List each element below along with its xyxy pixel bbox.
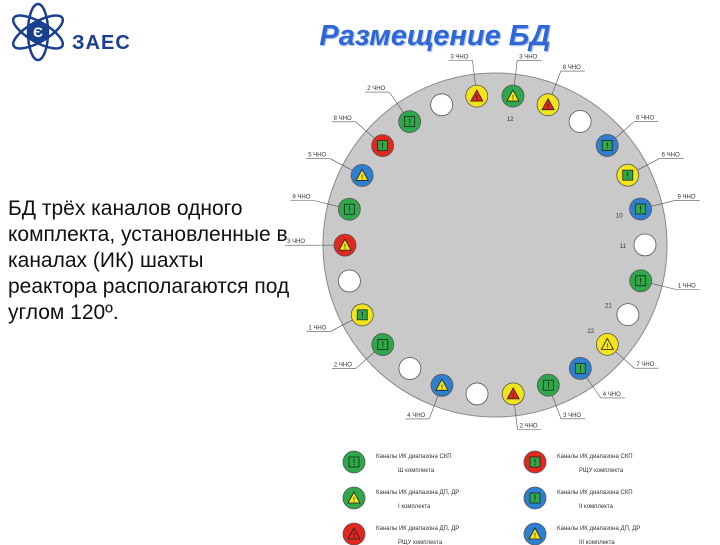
channel-label: 1 ЧНО — [308, 326, 326, 332]
channel-label: 3 ЧНО — [563, 413, 581, 419]
channel-sensor-icon-mark: ! — [579, 364, 581, 373]
channel-sensor-icon-mark: ! — [476, 95, 478, 102]
legend-sensor-icon-mark: ! — [353, 533, 355, 540]
company-logo — [6, 4, 136, 62]
channel-circle — [399, 358, 421, 380]
svg-text:Є: Є — [33, 24, 43, 40]
legend-label: Каналы ИК диапазона СКП — [557, 490, 633, 496]
logo-text: ЗАЕС — [72, 32, 131, 55]
channel-circle — [617, 304, 639, 326]
reactor-disk — [323, 73, 667, 417]
channel-number: 10 — [616, 213, 623, 219]
channel-label: 3 ЧНО — [519, 54, 537, 60]
channel-sensor-icon-mark: ! — [344, 244, 346, 251]
channel-sensor-icon-mark: ! — [640, 277, 642, 286]
channel-circle — [466, 383, 488, 405]
channel-sensor-icon-mark: ! — [547, 104, 549, 111]
channel-label: 5 ЧНО — [308, 153, 326, 159]
channel-label: 3 ЧНО — [450, 54, 468, 60]
legend-label: Каналы ИК диапазона ДП, ДР — [376, 490, 459, 496]
reactor-channel-diagram — [290, 70, 720, 540]
legend-label: Каналы ИК диапазона СКП — [376, 454, 452, 460]
channel-label: 9 ЧНО — [292, 195, 310, 201]
channel-number: 21 — [605, 303, 612, 309]
channel-label: 3 ЧНО — [287, 239, 305, 245]
legend-sensor-icon-mark: ! — [353, 458, 355, 467]
channel-circle — [569, 110, 591, 132]
channel-circle — [634, 234, 656, 256]
channel-sensor-icon-mark: ! — [639, 205, 641, 214]
legend-sensor-icon-mark: ! — [534, 458, 536, 467]
legend-label: Каналы ИК диапазона ДП, ДР — [557, 526, 640, 532]
legend-sublabel: РЩУ комплекта — [398, 540, 443, 545]
channel-label: 6 ЧНО — [636, 116, 654, 122]
channel-sensor-icon-mark: ! — [382, 341, 384, 350]
channel-sensor-icon-mark: ! — [361, 311, 363, 320]
legend-sublabel: Ш комплекта — [398, 468, 435, 474]
channel-sensor-icon-mark: ! — [547, 381, 549, 390]
channel-sensor-icon-mark: ! — [361, 174, 363, 181]
atom-logo-icon — [6, 4, 76, 62]
channel-sensor-icon-mark: ! — [409, 118, 411, 127]
description-text: БД трёх каналов одного комплекта, установленные в каналах (ИК) шахты реактора располагаются под углом 120º. — [8, 196, 298, 326]
channel-label: 8 ЧНО — [334, 116, 352, 122]
legend-label: Каналы ИК диапазона СКП — [557, 454, 633, 460]
channel-number: 12 — [507, 117, 514, 123]
channel-sensor-icon-mark: ! — [627, 171, 629, 180]
channel-sensor-icon-mark: ! — [441, 384, 443, 391]
channel-label: 4 ЧНО — [603, 392, 621, 398]
channel-label: 4 ЧНО — [407, 413, 425, 419]
page-title: Размещение БД — [280, 20, 590, 53]
channel-sensor-icon-mark: ! — [512, 393, 514, 400]
channel-number: 11 — [620, 244, 627, 250]
channel-label: 9 ЧНО — [678, 194, 696, 200]
legend-sensor-icon-mark: ! — [534, 494, 536, 503]
channel-sensor-icon-mark: ! — [606, 141, 608, 150]
channel-label: 2 ЧНО — [520, 424, 538, 430]
channel-label: 1 ЧНО — [678, 283, 696, 289]
reactor-shaft-svg — [290, 70, 720, 540]
channel-number: 22 — [588, 329, 595, 335]
channel-sensor-icon-mark: ! — [512, 95, 514, 102]
channel-label: 7 ЧНО — [636, 362, 654, 368]
channel-circle — [431, 94, 453, 116]
legend-sublabel: I комплекта — [398, 504, 431, 510]
legend-sublabel: II комплекта — [579, 504, 614, 510]
channel-sensor-icon-mark: ! — [606, 343, 608, 350]
channel-label: 8 ЧНО — [563, 65, 581, 71]
channel-sensor-icon-mark: ! — [348, 205, 350, 214]
channel-sensor-icon-mark: ! — [382, 142, 384, 151]
legend-sensor-icon-mark: ! — [534, 533, 536, 540]
channel-circle — [338, 270, 360, 292]
channel-label: 2 ЧНО — [334, 362, 352, 368]
legend-sublabel: III комплекта — [579, 540, 615, 545]
legend-label: Каналы ИК диапазона ДП, ДР — [376, 526, 459, 532]
legend-sublabel: РЩУ комплекта — [579, 468, 624, 474]
legend-sensor-icon-mark: ! — [353, 497, 355, 504]
channel-label: 2 ЧНО — [367, 86, 385, 92]
channel-label: 6 ЧНО — [662, 152, 680, 158]
